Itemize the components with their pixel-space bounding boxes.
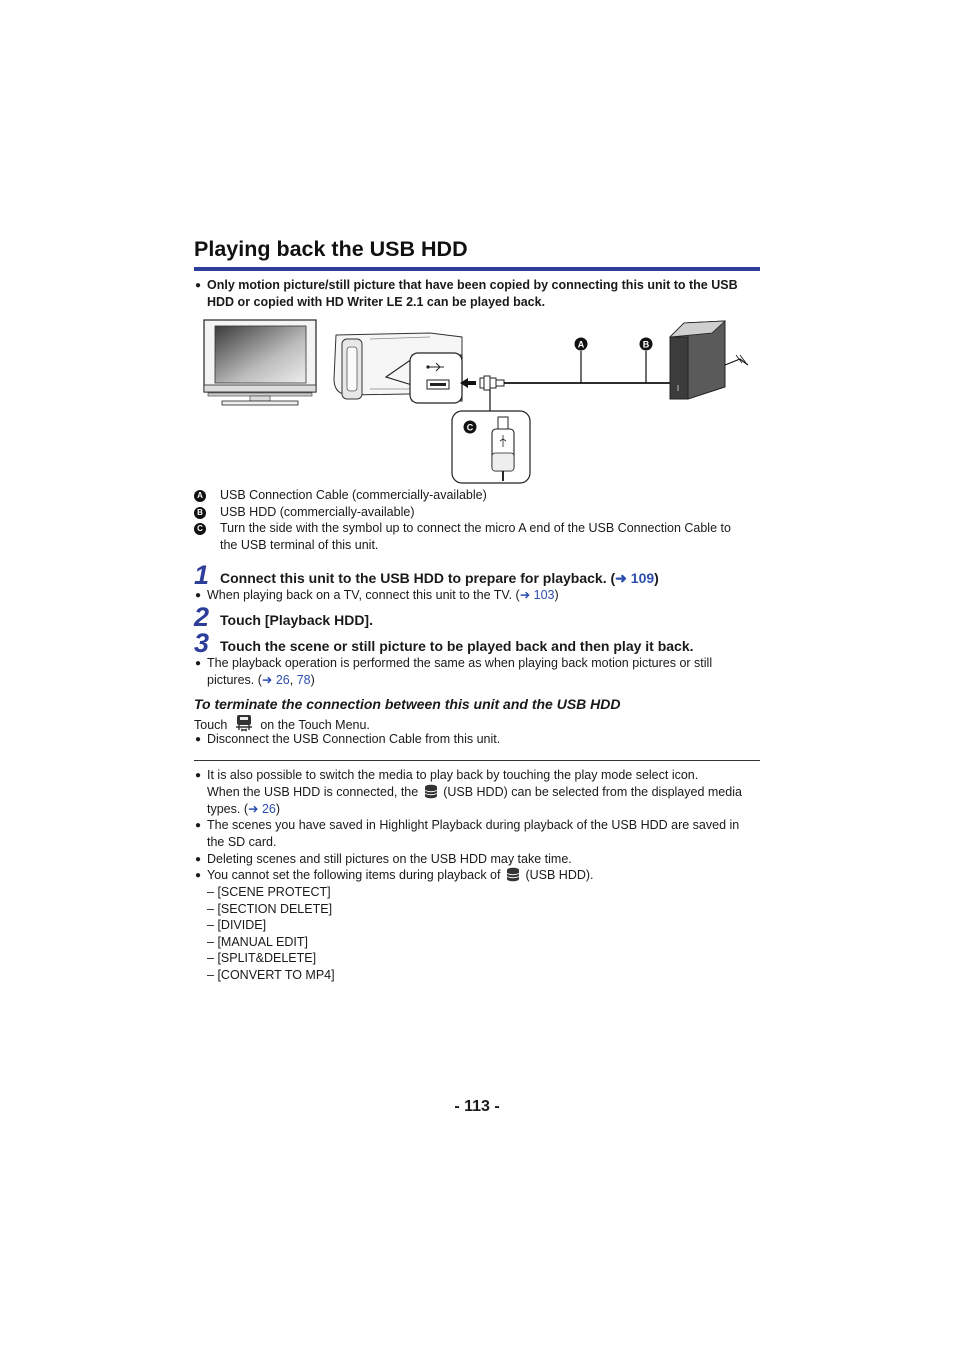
page-title: Playing back the USB HDD <box>194 237 468 261</box>
terminate-bullet: Disconnect the USB Connection Cable from this unit. <box>207 732 501 746</box>
bullet-dot: ● <box>195 658 202 669</box>
caption-c-line-2: the USB terminal of this unit. <box>220 538 379 552</box>
caption-a: USB Connection Cable (commercially-available) <box>220 488 487 502</box>
page-number: - 113 - <box>454 1098 500 1115</box>
note-2-line-1: The scenes you have saved in Highlight Playback during playback of the USB HDD are saved in <box>207 818 740 832</box>
usb-hdd-illustration <box>670 321 748 399</box>
connection-diagram <box>200 315 760 487</box>
step-1-note: When playing back on a TV, connect this unit to the TV. (➜ 103) <box>207 588 559 602</box>
bullet-dot: ● <box>195 280 202 291</box>
section-divider <box>194 760 760 761</box>
micro-a-callout <box>452 411 530 483</box>
note-1-line-3: types. (➜ 26) <box>207 802 281 816</box>
terminate-instruction: Touch on the Touch Menu. <box>194 714 370 734</box>
restricted-item: – [CONVERT TO MP4] <box>207 968 335 982</box>
bullet-dot: ● <box>195 854 202 865</box>
label-b-text: B <box>642 339 650 350</box>
bullet-dot: ● <box>195 590 202 601</box>
usb-hdd-icon <box>506 867 520 882</box>
step-2-number: 2 <box>194 602 210 632</box>
step-3-number: 3 <box>194 628 210 658</box>
note-4: You cannot set the following items during playback of (USB HDD). <box>207 868 594 882</box>
restricted-item: – [MANUAL EDIT] <box>207 935 308 949</box>
intro-line-2: HDD or copied with HD Writer LE 2.1 can be played back. <box>207 295 546 309</box>
step-3-note-line-1: The playback operation is performed the same as when playing back motion pictures or still <box>207 656 713 670</box>
caption-badge-c: C <box>194 523 206 535</box>
note-1-line-2: When the USB HDD is connected, the (USB HDD) can be selected from the displayed media <box>207 785 742 799</box>
bullet-dot: ● <box>195 870 202 881</box>
tv-illustration <box>204 320 316 405</box>
note-3: Deleting scenes and still pictures on the USB HDD may take time. <box>207 852 572 866</box>
step-3-text: Touch the scene or still picture to be played back and then play it back. <box>220 638 694 654</box>
note-1-link[interactable]: ➜ 26 <box>248 802 276 816</box>
label-c-text: C <box>466 422 474 433</box>
step-3-link-78[interactable]: 78 <box>296 673 311 687</box>
restricted-item: – [SPLIT&DELETE] <box>207 951 317 965</box>
bullet-dot: ● <box>195 770 202 781</box>
restricted-item: – [DIVIDE] <box>207 918 267 932</box>
bullet-dot: ● <box>195 734 202 745</box>
caption-c-line-1: Turn the side with the symbol up to connect the micro A end of the USB Connection Cable to <box>220 521 731 535</box>
note-1-line-1: It is also possible to switch the media to play back by touching the play mode select icon. <box>207 768 699 782</box>
caption-b: USB HDD (commercially-available) <box>220 505 415 519</box>
label-a-text: A <box>577 339 585 350</box>
label-b <box>640 338 653 351</box>
cable-plug <box>460 351 670 411</box>
caption-badge-b: B <box>194 507 206 519</box>
bullet-dot: ● <box>195 820 202 831</box>
step-3-link-26[interactable]: ➜ 26 <box>261 673 290 687</box>
step-1-page-link[interactable]: ➜ 109 <box>615 570 655 586</box>
restricted-item: – [SECTION DELETE] <box>207 902 333 916</box>
step-1-number: 1 <box>194 560 210 590</box>
caption-badge-a: A <box>194 490 206 502</box>
step-1-text: Connect this unit to the USB HDD to prepare for playback. (➜ 109) <box>220 570 659 586</box>
restricted-item: – [SCENE PROTECT] <box>207 885 331 899</box>
disconnect-usb-icon[interactable] <box>233 714 255 732</box>
intro-line-1: Only motion picture/still picture that have been copied by connecting this unit to the USB <box>207 278 738 292</box>
step-2-text: Touch [Playback HDD]. <box>220 612 373 628</box>
terminate-heading: To terminate the connection between this unit and the USB HDD <box>194 696 621 712</box>
title-underline <box>194 267 760 271</box>
label-a <box>575 338 588 351</box>
step-3-note-line-2: pictures. (➜ 26, 78) <box>207 673 315 687</box>
step-1-note-link[interactable]: ➜ 103 <box>519 588 555 602</box>
note-2-line-2: the SD card. <box>207 835 277 849</box>
usb-hdd-icon <box>424 784 438 799</box>
